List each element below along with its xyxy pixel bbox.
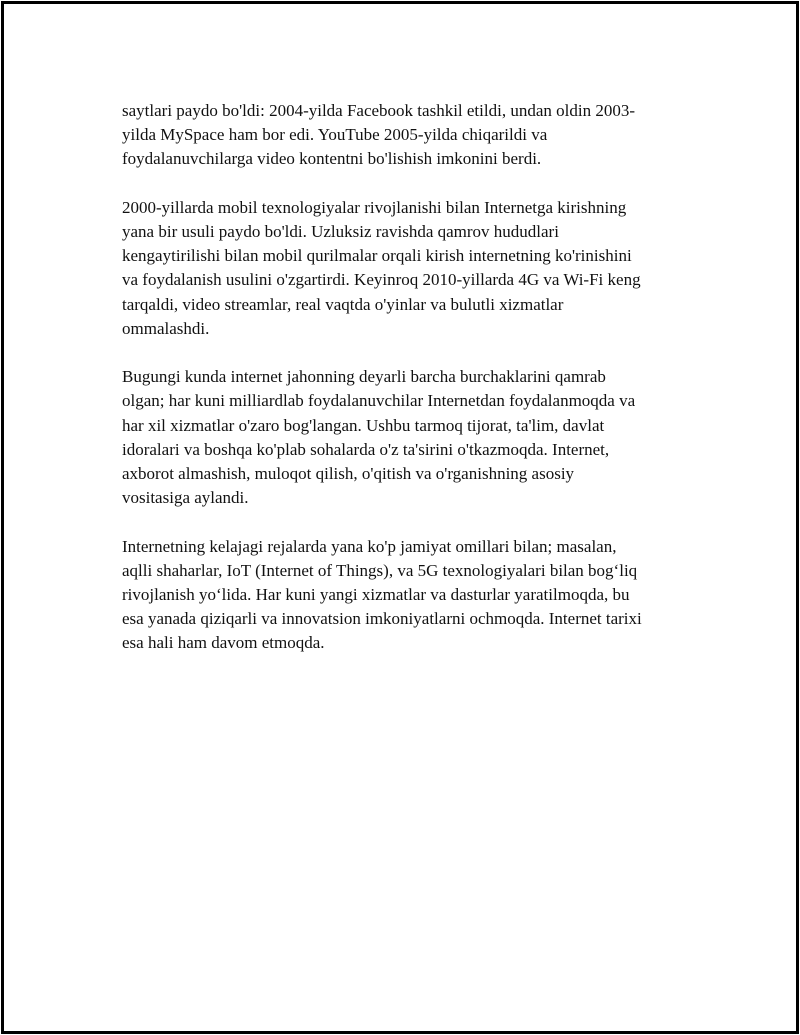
text-line: 2000-yillarda mobil texnologiyalar rivojlanishi bilan Internetga kirishning	[122, 197, 627, 217]
paragraph-mobile-technology	[122, 196, 692, 341]
text-line: ommalashdi.	[122, 318, 210, 338]
text-line: vositasiga aylandi.	[122, 488, 249, 508]
text-line: aqlli shaharlar, IoT (Internet of Things), va 5G texnologiyalari bilan bog‘liq	[122, 560, 638, 580]
text-line: yilda MySpace ham bor edi. YouTube 2005-yilda chiqarildi va	[122, 125, 548, 145]
text-line: esa yanada qiziqarli va innovatsion imkoniyatlarni ochmoqda. Internet tarixi	[122, 609, 642, 629]
paragraph-social-media	[122, 99, 692, 172]
text-line: kengaytirilishi bilan mobil qurilmalar orqali kirish internetning ko'rinishini	[122, 246, 632, 266]
text-line: olgan; har kuni milliardlab foydalanuvchilar Internetdan foydalanmoqda va	[122, 391, 636, 411]
text-line: saytlari paydo bo'ldi: 2004-yilda Facebook tashkil etildi, undan oldin 2003-	[122, 101, 635, 120]
text-line: yana bir usuli paydo bo'ldi. Uzluksiz ravishda qamrov hududlari	[122, 222, 559, 241]
page-frame	[1, 1, 799, 1034]
paragraph-internet-today	[122, 365, 692, 510]
text-line: foydalanuvchilarga video kontentni bo'lishish imkonini berdi.	[122, 149, 542, 169]
text-line: rivojlanish yo‘lida. Har kuni yangi xizmatlar va dasturlar yaratilmoqda, bu	[122, 585, 630, 605]
text-line: idoralari va boshqa ko'plab sohalarda o'z ta'sirini o'tkazmoqda. Internet,	[122, 439, 610, 459]
text-line: va foydalanish usulini o'zgartirdi. Keyinroq 2010-yillarda 4G va Wi-Fi keng	[122, 270, 641, 290]
paragraph-internet-future	[122, 535, 692, 656]
text-line: tarqaldi, video streamlar, real vaqtda o'yinlar va bulutli xizmatlar	[122, 294, 564, 314]
text-line: Bugungi kunda internet jahonning deyarli barcha burchaklarini qamrab	[122, 367, 606, 387]
text-line: har xil xizmatlar o'zaro bog'langan. Ushbu tarmoq tijorat, ta'lim, davlat	[122, 415, 605, 435]
text-line: axborot almashish, muloqot qilish, o'qitish va o'rganishning asosiy	[122, 464, 575, 484]
text-line: esa hali ham davom etmoqda.	[122, 633, 325, 653]
text-line: Internetning kelajagi rejalarda yana ko'p jamiyat omillari bilan; masalan,	[122, 536, 617, 556]
document-body	[122, 99, 692, 680]
